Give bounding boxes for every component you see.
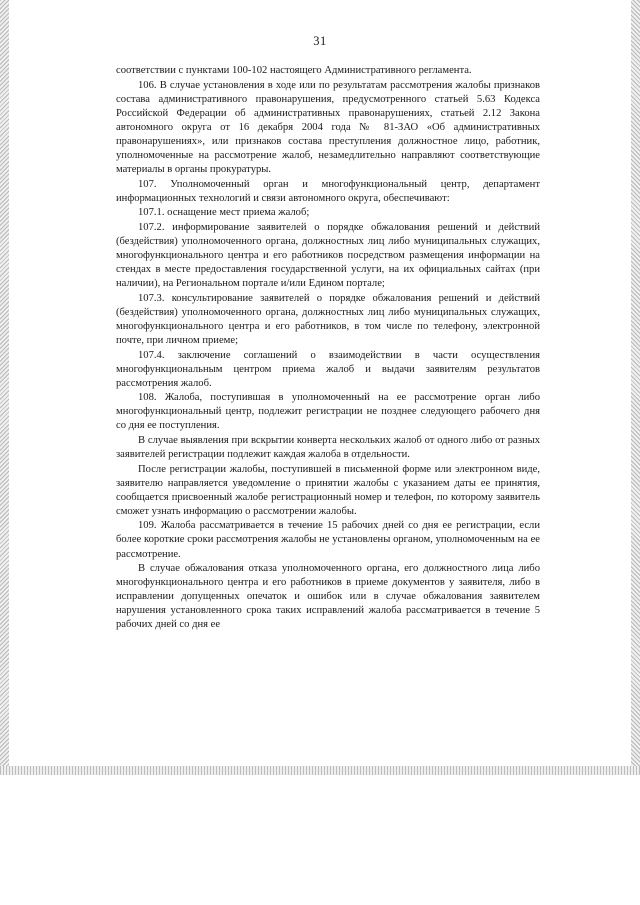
- paragraph: 109. Жалоба рассматривается в течение 15 рабочих дней со дня ее регистрации, если более короткие сроки рассмотрения жалобы не установлены органом, уполномоченным на ее рассмотрение.: [116, 520, 540, 560]
- scan-edge-left: [0, 0, 9, 775]
- paragraph: После регистрации жалобы, поступившей в письменной форме или электронном виде, заявителю направляется уведомление о принятии жалобы с указанием даты ее принятия, сообщается присвоенный жалобе регистрационный номер и телефон, по которому заявитель сможет узнать информацию о рассмотрении жалобы.: [116, 463, 540, 517]
- paragraph: 107.3. консультирование заявителей о порядке обжалования решений и действий (бездействия) уполномоченного органа, должностных лиц либо муниципальных служащих, многофункционального центра и его работников, в том числе по телефону, электронной почте, при личном приеме;: [116, 292, 540, 346]
- paragraph: В случае обжалования отказа уполномоченного органа, его должностного лица либо многофункционального центра и его работников в приеме документов у заявителя, либо в исправлении допущенных опечаток и ошибок или в случае обжалования заявителем нарушения установленного срока таких исправлений жалоба рассматривается в течение 5 рабочих дней со дня ее: [116, 563, 540, 631]
- paragraph: В случае выявления при вскрытии конверта нескольких жалоб от одного либо от разных заявителей регистрации подлежит каждая жалоба в отдельности.: [116, 434, 540, 461]
- paragraph: соответствии с пунктами 100-102 настоящего Административного регламента.: [116, 65, 472, 76]
- scan-edge-bottom: [0, 766, 640, 775]
- paragraph: 107.4. заключение соглашений о взаимодействии в части осуществления многофункциональным центром приема жалоб и выдачи заявителям результатов рассмотрения жалоб.: [116, 349, 540, 389]
- document-body: [116, 64, 540, 633]
- paragraph: 108. Жалоба, поступившая в уполномоченный на ее рассмотрение орган либо многофункциональный центр, подлежит регистрации не позднее следующего рабочего дня со дня ее поступления.: [116, 392, 540, 432]
- page-number: 31: [313, 34, 327, 48]
- paragraph: 107.2. информирование заявителей о порядке обжалования решений и действий (бездействия) уполномоченного органа, должностных лиц либо муниципальных служащих, многофункционального центра и его работников посредством размещения информации на стендах в месте предоставления государственной услуги, на их официальных сайтах (при наличии), на Региональном портале и/или Едином портале;: [116, 221, 540, 290]
- paragraph: 106. В случае установления в ходе или по результатам рассмотрения жалобы признаков состава административного правонарушения, предусмотренного статьей 5.63 Кодекса Российской Федерации об административных правонарушениях, статьей 2.12 Закона автономного округа от 16 декабря 2004 года № 81-ЗАО «Об административных правонарушениях», или признаков состава преступления должностное лицо, работник, уполномоченные на рассмотрение жалоб, незамедлительно направляют соответствующие материалы в органы прокуратуры.: [116, 79, 540, 175]
- paragraph: 107.1. оснащение мест приема жалоб;: [138, 207, 310, 219]
- scan-edge-right: [631, 0, 640, 775]
- paragraph: 107. Уполномоченный орган и многофункциональный центр, департамент информационных технологий и связи автономного округа, обеспечивают:: [116, 178, 540, 204]
